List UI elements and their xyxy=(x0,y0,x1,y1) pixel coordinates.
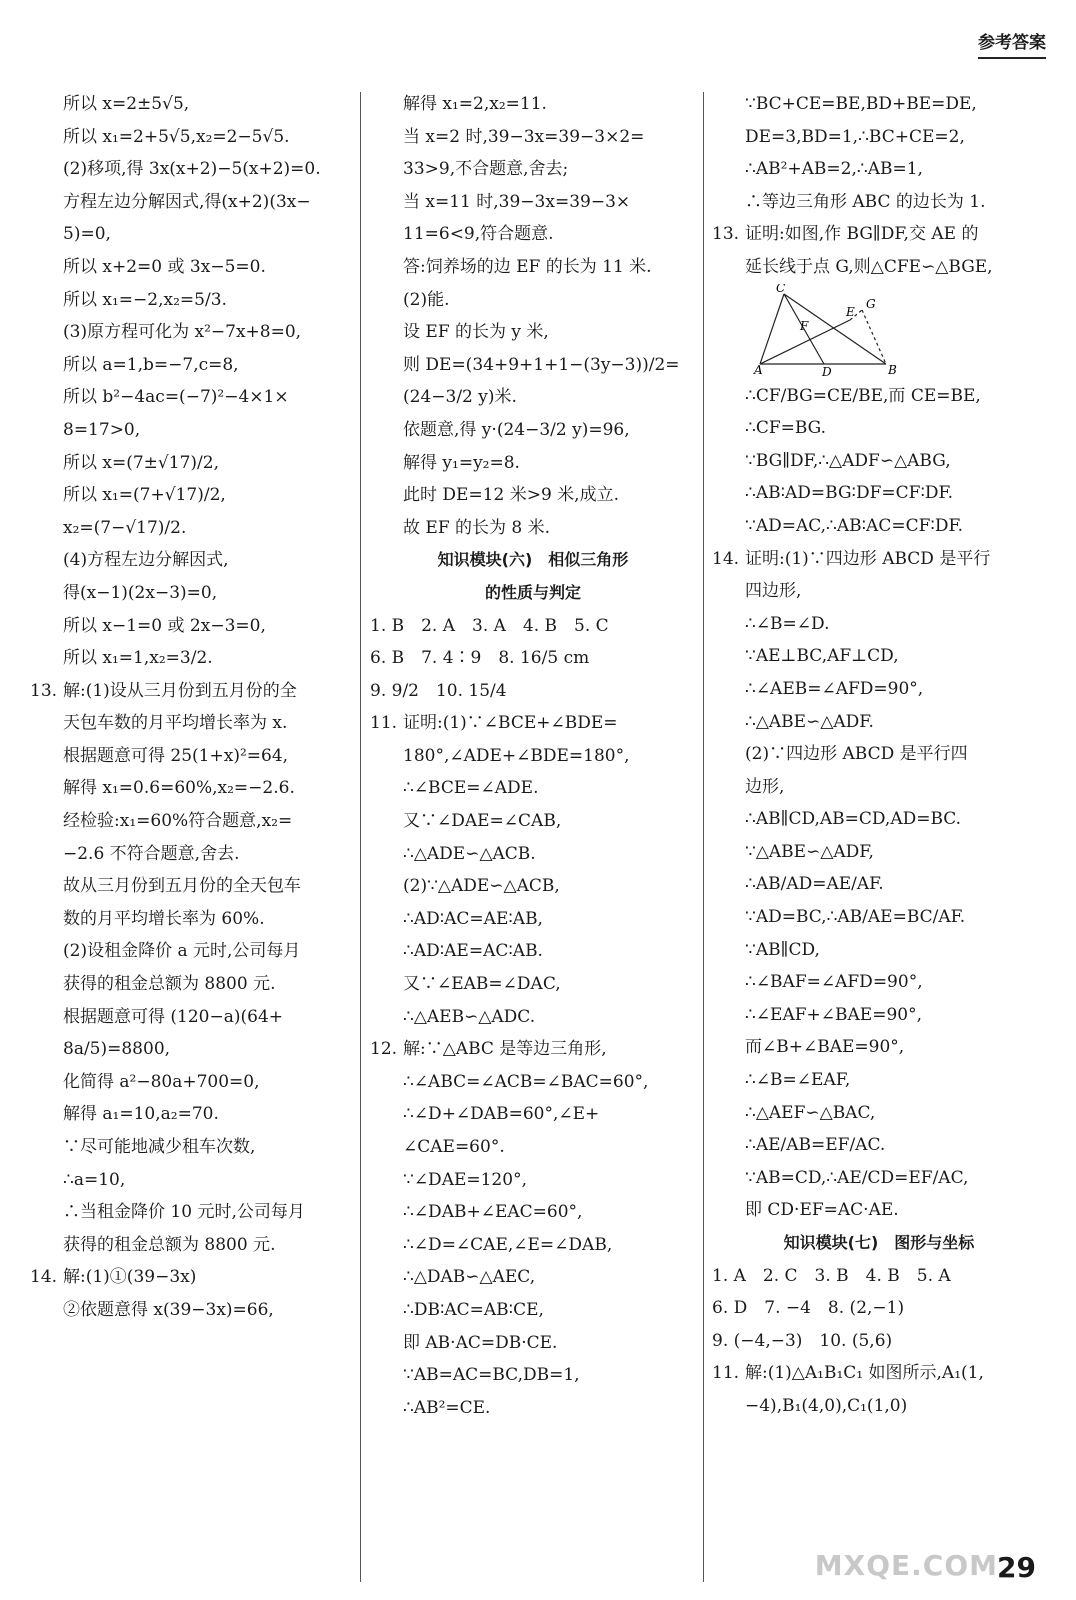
line-text: 数的月平均增长率为 60%. xyxy=(63,908,265,929)
line-text: (4)方程左边分解因式, xyxy=(63,550,229,571)
line-text: 6. D 7. −4 8. (2,−1) xyxy=(712,1298,905,1319)
text-line xyxy=(30,316,350,349)
line-text: 当 x=11 时,39−3x=39−3× xyxy=(403,191,631,212)
figure-label-A: A xyxy=(754,362,763,376)
text-line xyxy=(712,510,1046,543)
watermark: MXQE.COM xyxy=(814,1549,998,1582)
line-text: 9. 9/2 10. 15/4 xyxy=(370,680,507,701)
line-text: (2)设租金降价 a 元时,公司每月 xyxy=(63,941,301,962)
line-text: ∴当租金降价 10 元时,公司每月 xyxy=(63,1202,305,1223)
text-line xyxy=(712,706,1046,739)
text-line xyxy=(712,412,1046,445)
text-line xyxy=(30,1131,350,1164)
geometry-figure xyxy=(712,284,1046,380)
text-line xyxy=(30,544,350,577)
text-line xyxy=(712,673,1046,706)
text-line xyxy=(712,999,1046,1032)
line-text: 又∵∠DAE=∠CAB, xyxy=(403,811,562,832)
line-text: ∴∠B=∠D. xyxy=(745,613,830,634)
text-line xyxy=(712,771,1046,804)
text-line xyxy=(370,610,696,643)
column-divider xyxy=(703,92,704,1582)
line-text: 证明:(1)∵四边形 ABCD 是平行 xyxy=(745,548,991,569)
text-line xyxy=(370,1033,696,1066)
text-line xyxy=(370,1098,696,1131)
text-line xyxy=(370,642,696,675)
text-line xyxy=(370,1196,696,1229)
text-line xyxy=(712,901,1046,934)
text-line xyxy=(30,186,350,219)
question-number: 11. xyxy=(370,713,398,734)
text-line xyxy=(30,414,350,447)
text-line xyxy=(30,740,350,773)
line-text: ∵△ABE∽△ADF, xyxy=(745,841,874,862)
text-line xyxy=(712,1129,1046,1162)
line-text: 又∵∠EAB=∠DAC, xyxy=(403,974,561,995)
line-text: 获得的租金总额为 8800 元. xyxy=(63,974,276,995)
line-text: 故从三月份到五月份的全天包车 xyxy=(63,876,301,897)
line-text: 天包车数的月平均增长率为 x. xyxy=(63,713,288,734)
figure-label-D: D xyxy=(822,364,832,376)
line-text: 解:(1)①(39−3x) xyxy=(63,1267,197,1288)
line-text: 33>9,不合题意,舍去; xyxy=(403,159,569,180)
text-line xyxy=(712,477,1046,510)
question-number: 13. xyxy=(712,224,740,245)
section-title xyxy=(370,577,696,610)
line-text: (24−3/2 y)米. xyxy=(403,387,517,408)
text-line xyxy=(370,935,696,968)
line-text: 经检验:x₁=60%符合题意,x₂= xyxy=(63,811,293,832)
figure-label-G: G xyxy=(866,296,876,311)
text-line xyxy=(370,675,696,708)
line-text: ∴AB²+AB=2,∴AB=1, xyxy=(745,159,923,180)
line-text: 依题意,得 y·(24−3/2 y)=96, xyxy=(403,419,630,440)
line-text: 边形, xyxy=(745,776,785,797)
page-header: 参考答案 xyxy=(978,28,1046,59)
line-text: 则 DE=(34+9+1+1−(3y−3))/2= xyxy=(403,354,680,375)
line-text: ∴∠D=∠CAE,∠E=∠DAB, xyxy=(403,1234,613,1255)
line-text: 所以 x₁=1,x₂=3/2. xyxy=(63,648,213,669)
text-line xyxy=(712,1162,1046,1195)
text-line xyxy=(30,838,350,871)
text-line xyxy=(370,414,696,447)
line-text: ∵AD=BC,∴AB/AE=BC/AF. xyxy=(745,907,966,928)
text-line xyxy=(30,610,350,643)
question-number: 13. xyxy=(30,680,58,701)
line-text: ∴△ADE∽△ACB. xyxy=(403,843,536,864)
line-text: ∴∠BCE=∠ADE. xyxy=(403,778,539,799)
line-text: ∴a=10, xyxy=(63,1169,126,1190)
line-text: −2.6 不符合题意,舍去. xyxy=(63,843,240,864)
line-text: 所以 x=2±5√5, xyxy=(63,94,190,114)
line-text: 5)=0, xyxy=(63,224,111,245)
text-line xyxy=(30,447,350,480)
text-line xyxy=(30,251,350,284)
line-text: 获得的租金总额为 8800 元. xyxy=(63,1234,276,1255)
line-text: ∴CF/BG=CE/BE,而 CE=BE, xyxy=(745,385,981,406)
text-line xyxy=(30,218,350,251)
line-text: (2)能. xyxy=(403,289,450,310)
text-line xyxy=(30,805,350,838)
line-text: ∴∠ABC=∠ACB=∠BAC=60°, xyxy=(403,1071,649,1092)
line-text: ∵AB=CD,∴AE/CD=EF/AC, xyxy=(745,1167,969,1188)
line-text: 化简得 a²−80a+700=0, xyxy=(63,1071,260,1092)
line-text: 1. B 2. A 3. A 4. B 5. C xyxy=(370,615,609,636)
text-line xyxy=(712,1064,1046,1097)
text-line xyxy=(370,838,696,871)
text-line xyxy=(712,836,1046,869)
text-line xyxy=(370,381,696,414)
text-line xyxy=(30,88,350,121)
text-line xyxy=(712,934,1046,967)
line-text: 即 AB·AC=DB·CE. xyxy=(403,1332,558,1353)
text-line xyxy=(370,186,696,219)
question-number: 14. xyxy=(712,548,740,569)
question-number: 11. xyxy=(712,1363,740,1384)
line-text: 得(x−1)(2x−3)=0, xyxy=(63,582,218,603)
text-line xyxy=(370,284,696,317)
line-text: ∴△AEF∽△BAC, xyxy=(745,1102,876,1123)
line-text: 知识模块(六) 相似三角形 xyxy=(437,550,629,570)
line-text: 解得 a₁=10,a₂=70. xyxy=(63,1104,219,1125)
text-line xyxy=(30,479,350,512)
figure-label-C: C xyxy=(776,283,786,295)
figure-label-F: F xyxy=(800,318,809,333)
text-line xyxy=(370,447,696,480)
line-text: ∴AB²=CE. xyxy=(403,1397,491,1418)
text-line xyxy=(370,968,696,1001)
line-text: ∴∠AEB=∠AFD=90°, xyxy=(745,678,924,699)
column-divider xyxy=(360,92,361,1582)
line-text: (3)原方程可化为 x²−7x+8=0, xyxy=(63,322,302,343)
text-line xyxy=(370,740,696,773)
line-text: 解:(1)设从三月份到五月份的全 xyxy=(63,680,297,701)
line-text: 6. B 7. 4∶9 8. 16/5 cm xyxy=(370,648,590,669)
line-text: 解得 x₁=0.6=60%,x₂=−2.6. xyxy=(63,778,295,799)
line-text: ∵AD=AC,∴AB∶AC=CF∶DF. xyxy=(745,515,963,536)
text-line xyxy=(30,381,350,414)
line-text: ∴AB/AD=AE/AF. xyxy=(745,874,884,895)
line-text: ∴DB∶AC=AB∶CE, xyxy=(403,1299,544,1320)
line-text: 故 EF 的长为 8 米. xyxy=(403,517,551,538)
line-text: ∴AB∥CD,AB=CD,AD=BC. xyxy=(745,809,962,830)
line-text: 即 CD·EF=AC·AE. xyxy=(745,1200,899,1221)
text-line xyxy=(712,153,1046,186)
line-text: (2)∵四边形 ABCD 是平行四 xyxy=(745,744,968,765)
text-line xyxy=(30,1098,350,1131)
line-text: ∵AB∥CD, xyxy=(745,939,820,960)
line-text: 180°,∠ADE+∠BDE=180°, xyxy=(403,745,630,766)
text-line xyxy=(712,1194,1046,1227)
text-line xyxy=(30,121,350,154)
text-line xyxy=(370,1294,696,1327)
line-text: (2)∵△ADE∽△ACB, xyxy=(403,876,560,897)
text-line xyxy=(370,1229,696,1262)
text-line xyxy=(370,121,696,154)
text-line xyxy=(370,88,696,121)
text-line xyxy=(30,1033,350,1066)
line-text: 所以 b²−4ac=(−7)²−4×1× xyxy=(63,387,289,408)
text-line xyxy=(30,349,350,382)
line-text: ∵AE⊥BC,AF⊥CD, xyxy=(745,646,899,667)
question-number: 14. xyxy=(30,1267,58,1288)
text-line xyxy=(370,349,696,382)
text-line xyxy=(370,251,696,284)
text-line xyxy=(30,1001,350,1034)
line-text: 答:饲养场的边 EF 的长为 11 米. xyxy=(403,256,652,277)
text-line xyxy=(370,1066,696,1099)
line-text: ∴CF=BG. xyxy=(745,418,827,439)
text-line xyxy=(712,121,1046,154)
line-text: 当 x=2 时,39−3x=39−3×2= xyxy=(403,126,645,147)
text-line xyxy=(30,675,350,708)
line-text: −4),B₁(4,0),C₁(1,0) xyxy=(745,1395,908,1416)
text-line xyxy=(712,445,1046,478)
line-text: 根据题意可得 25(1+x)²=64, xyxy=(63,745,289,766)
line-text: ∵BC+CE=BE,BD+BE=DE, xyxy=(745,94,977,114)
text-line xyxy=(370,1261,696,1294)
line-text: 证明:(1)∵∠BCE+∠BDE= xyxy=(403,713,618,734)
line-text: 解:∵△ABC 是等边三角形, xyxy=(403,1039,607,1060)
text-line xyxy=(370,707,696,740)
text-line xyxy=(30,1261,350,1294)
text-line xyxy=(712,575,1046,608)
line-text: ∴等边三角形 ABC 的边长为 1. xyxy=(745,191,986,212)
text-line xyxy=(30,1066,350,1099)
line-text: ∴AE/AB=EF/AC. xyxy=(745,1135,886,1156)
text-line xyxy=(712,640,1046,673)
line-text: 11=6<9,符合题意. xyxy=(403,224,554,245)
text-line xyxy=(712,608,1046,641)
line-text: 所以 x−1=0 或 2x−3=0, xyxy=(63,615,266,636)
text-line xyxy=(712,1031,1046,1064)
text-line xyxy=(370,479,696,512)
line-text: 方程左边分解因式,得(x+2)(3x− xyxy=(63,191,311,212)
line-text: ∵尽可能地减少租车次数, xyxy=(63,1137,256,1157)
text-line xyxy=(712,868,1046,901)
text-line xyxy=(370,153,696,186)
line-text: ∠CAE=60°. xyxy=(403,1137,505,1157)
text-line xyxy=(712,966,1046,999)
text-line xyxy=(370,870,696,903)
text-line xyxy=(370,903,696,936)
line-text: ∵∠DAE=120°, xyxy=(403,1169,527,1190)
line-text: 所以 a=1,b=−7,c=8, xyxy=(63,354,239,375)
column-left xyxy=(30,88,350,1327)
line-text: 的性质与判定 xyxy=(484,582,581,602)
text-line xyxy=(370,805,696,838)
section-title xyxy=(712,1227,1046,1260)
figure-label-B: B xyxy=(888,362,897,376)
line-text: ∴AD∶AE=AC∶AB. xyxy=(403,941,543,962)
section-title xyxy=(370,544,696,577)
text-line xyxy=(30,870,350,903)
column-middle xyxy=(370,88,696,1424)
text-line xyxy=(712,1390,1046,1423)
figure-label-E: E xyxy=(846,304,855,319)
line-text: 所以 x=(7±√17)/2, xyxy=(63,452,219,473)
text-line xyxy=(30,284,350,317)
line-text: 解得 y₁=y₂=8. xyxy=(403,452,520,473)
text-line xyxy=(712,218,1046,251)
text-line xyxy=(370,1164,696,1197)
text-line xyxy=(370,1392,696,1425)
line-text: 所以 x+2=0 或 3x−5=0. xyxy=(63,256,266,277)
column-right xyxy=(712,88,1046,1423)
line-text: 所以 x₁=2+5√5,x₂=2−5√5. xyxy=(63,126,290,147)
line-text: 设 EF 的长为 y 米, xyxy=(403,322,549,343)
text-line xyxy=(712,1292,1046,1325)
line-text: 知识模块(七) 图形与坐标 xyxy=(783,1233,975,1252)
text-line xyxy=(370,1327,696,1360)
line-text: ∴AD∶AC=AE∶AB, xyxy=(403,908,543,929)
line-text: 解得 x₁=2,x₂=11. xyxy=(403,94,547,114)
text-line xyxy=(30,968,350,1001)
text-line xyxy=(370,1359,696,1392)
question-number: 12. xyxy=(370,1039,398,1060)
line-text: ∵AB=AC=BC,DB=1, xyxy=(403,1365,580,1386)
line-text: ∴∠EAF+∠BAE=90°, xyxy=(745,1004,922,1025)
page-number: 29 xyxy=(997,1551,1036,1584)
text-line xyxy=(712,1260,1046,1293)
text-line xyxy=(30,707,350,740)
text-line xyxy=(370,218,696,251)
line-text: 解:(1)△A₁B₁C₁ 如图所示,A₁(1, xyxy=(745,1363,984,1384)
text-line xyxy=(712,1097,1046,1130)
text-line xyxy=(30,1196,350,1229)
line-text: ∴△AEB∽△ADC. xyxy=(403,1006,536,1027)
text-line xyxy=(30,1229,350,1262)
text-line xyxy=(370,772,696,805)
line-text: 根据题意可得 (120−a)(64+ xyxy=(63,1006,284,1027)
text-line xyxy=(30,153,350,186)
line-text: ∴∠D+∠DAB=60°,∠E+ xyxy=(403,1104,600,1125)
text-line xyxy=(30,1294,350,1327)
line-text: ∴∠DAB+∠EAC=60°, xyxy=(403,1202,583,1223)
line-text: 1. A 2. C 3. B 4. B 5. A xyxy=(712,1265,951,1286)
line-text: 证明:如图,作 BG∥DF,交 AE 的 xyxy=(745,224,979,245)
text-line xyxy=(30,512,350,545)
text-line xyxy=(30,772,350,805)
text-line xyxy=(30,1164,350,1197)
line-text: ∵BG∥DF,∴△ADF∽△ABG, xyxy=(745,450,951,471)
line-text: x₂=(7−√17)/2. xyxy=(63,517,187,538)
text-line xyxy=(370,1001,696,1034)
text-line xyxy=(712,186,1046,219)
line-text: (2)移项,得 3x(x+2)−5(x+2)=0. xyxy=(63,159,321,180)
line-text: DE=3,BD=1,∴BC+CE=2, xyxy=(745,126,965,147)
line-text: 9. (−4,−3) 10. (5,6) xyxy=(712,1330,893,1351)
text-line xyxy=(370,512,696,545)
text-line xyxy=(30,903,350,936)
line-text: 所以 x₁=(7+√17)/2, xyxy=(63,485,226,506)
text-line xyxy=(30,577,350,610)
line-text: ∴∠B=∠EAF, xyxy=(745,1070,851,1091)
text-line xyxy=(30,935,350,968)
text-line xyxy=(712,251,1046,284)
line-text: 延长线于点 G,则△CFE∽△BGE, xyxy=(745,256,993,277)
line-text: ②依题意得 x(39−3x)=66, xyxy=(63,1299,274,1320)
text-line xyxy=(712,380,1046,413)
text-line xyxy=(712,88,1046,121)
line-text: ∴△ABE∽△ADF. xyxy=(745,711,874,732)
line-text: 所以 x₁=−2,x₂=5/3. xyxy=(63,289,227,310)
text-line xyxy=(712,1357,1046,1390)
line-text: ∴AB∶AD=BG∶DF=CF∶DF. xyxy=(745,483,954,504)
text-line xyxy=(370,316,696,349)
text-line xyxy=(712,1325,1046,1358)
text-line xyxy=(712,803,1046,836)
text-line xyxy=(712,738,1046,771)
line-text: 此时 DE=12 米>9 米,成立. xyxy=(403,485,619,506)
line-text: 四边形, xyxy=(745,581,802,602)
line-text: 8a/5)=8800, xyxy=(63,1039,171,1060)
line-text: 8=17>0, xyxy=(63,419,141,440)
line-text: 而∠B+∠BAE=90°, xyxy=(745,1037,905,1058)
text-line xyxy=(30,642,350,675)
text-line xyxy=(370,1131,696,1164)
text-line xyxy=(712,543,1046,576)
line-text: ∴∠BAF=∠AFD=90°, xyxy=(745,972,923,993)
line-text: ∴△DAB∽△AEC, xyxy=(403,1267,536,1288)
